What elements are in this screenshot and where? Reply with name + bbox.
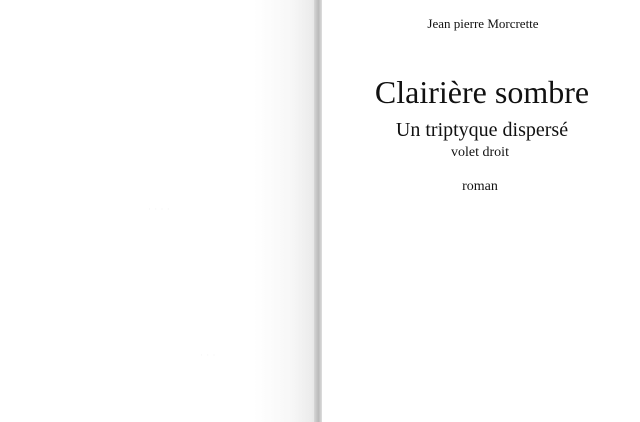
- bleed-through-mark: · · · ·: [148, 204, 171, 214]
- book-subtitle: Un triptyque dispersé: [395, 119, 569, 141]
- author-name: Jean pierre Morcrette: [427, 16, 539, 31]
- book-title: Clairière sombre: [374, 74, 590, 110]
- left-page-blank: [0, 0, 317, 422]
- volume-label: volet droit: [451, 145, 509, 160]
- bleed-through-mark: · · ·: [200, 350, 216, 360]
- genre-label: roman: [462, 179, 498, 194]
- title-page: [322, 0, 640, 422]
